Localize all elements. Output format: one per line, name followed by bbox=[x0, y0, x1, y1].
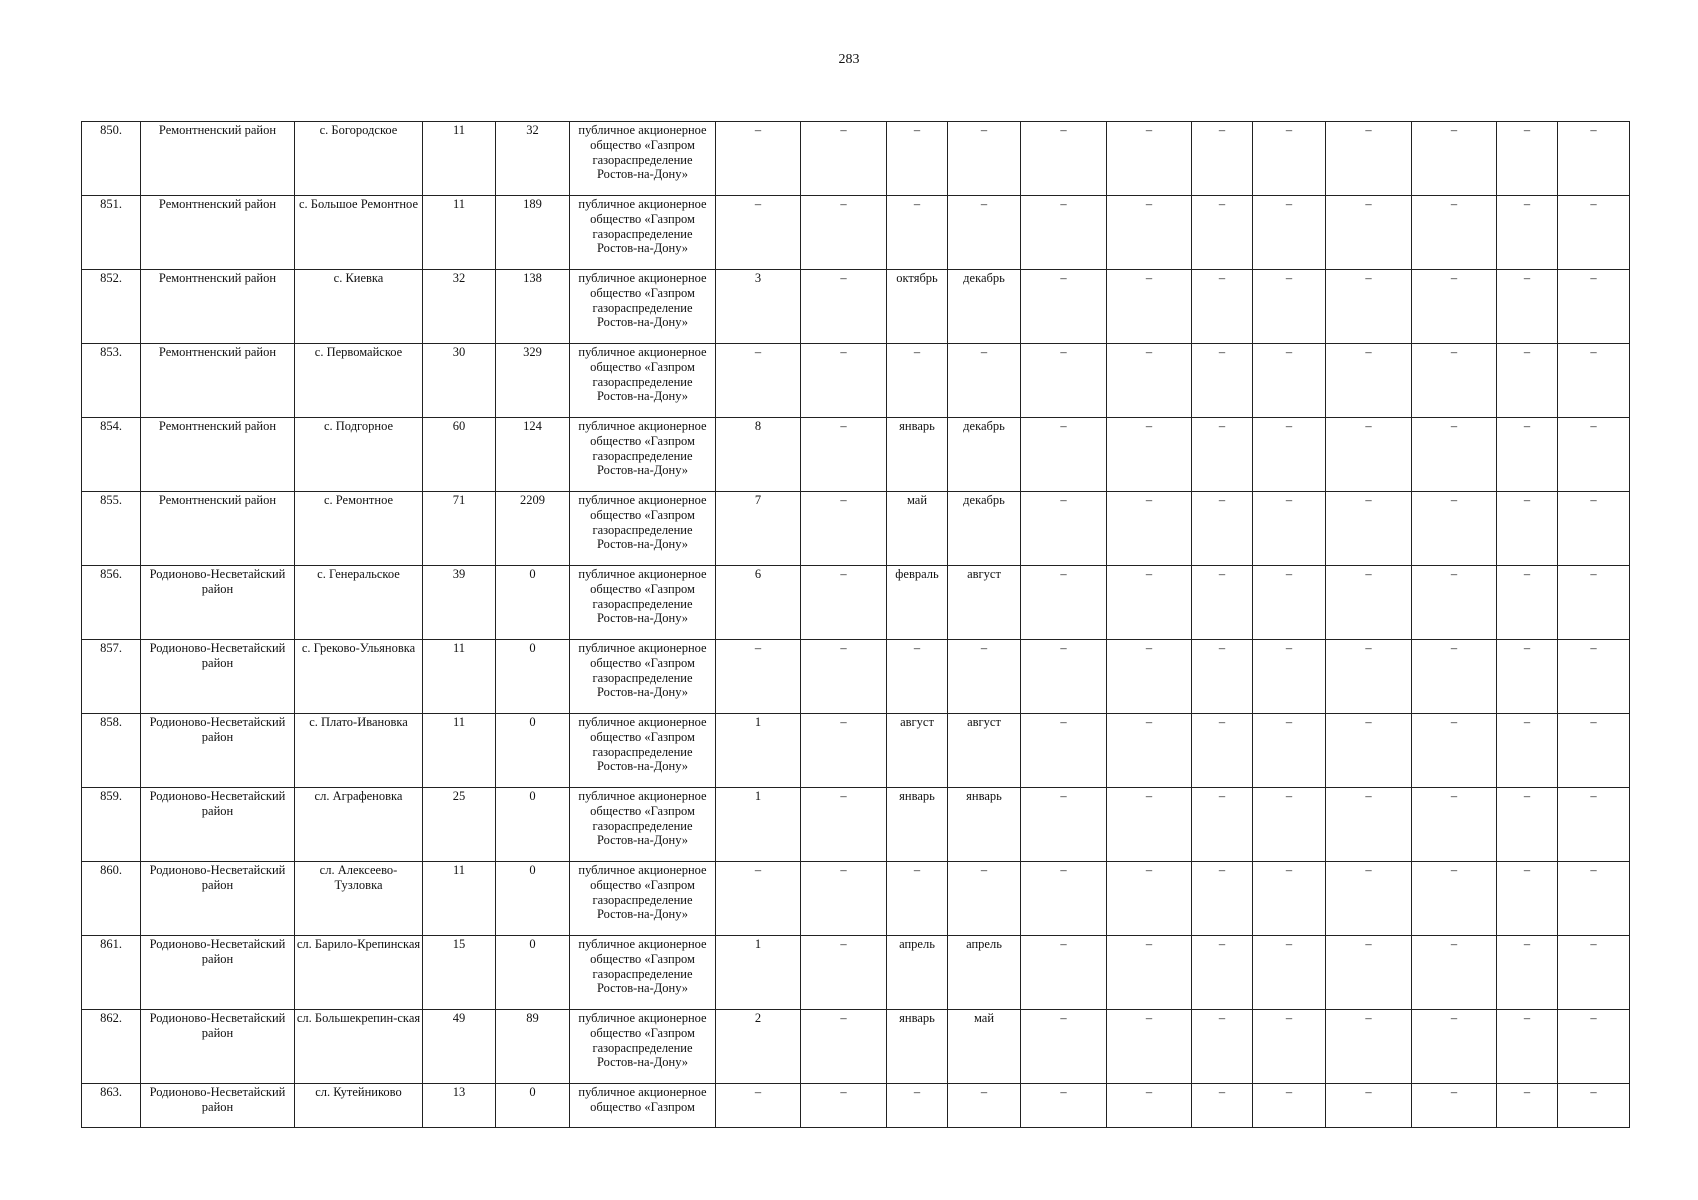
plan-cell-7: – bbox=[1497, 1084, 1558, 1128]
plan-cell-2: – bbox=[1107, 640, 1192, 714]
count-c1-cell: 7 bbox=[716, 492, 801, 566]
plan-cell-6: – bbox=[1412, 788, 1497, 862]
district-cell: Ремонтненский район bbox=[141, 270, 295, 344]
plan-cell-7: – bbox=[1497, 714, 1558, 788]
row-number: 853. bbox=[82, 344, 141, 418]
count-a-cell: 15 bbox=[423, 936, 496, 1010]
gasification-schedule-table bbox=[81, 121, 1630, 1128]
end-month-cell: декабрь bbox=[948, 270, 1021, 344]
district-cell: Родионово-Несветайский район bbox=[141, 566, 295, 640]
plan-cell-5: – bbox=[1326, 566, 1412, 640]
start-month-cell: – bbox=[887, 1084, 948, 1128]
district-cell: Родионово-Несветайский район bbox=[141, 1010, 295, 1084]
plan-cell-3: – bbox=[1192, 492, 1253, 566]
plan-cell-8: – bbox=[1558, 862, 1630, 936]
plan-cell-5: – bbox=[1326, 492, 1412, 566]
count-b-cell: 0 bbox=[496, 862, 570, 936]
count-c1-cell: – bbox=[716, 862, 801, 936]
district-cell: Ремонтненский район bbox=[141, 492, 295, 566]
organization-cell: публичное акционерное общество «Газпром газораспределение Ростов-на-Дону» bbox=[570, 566, 716, 640]
plan-cell-4: – bbox=[1253, 196, 1326, 270]
plan-cell-6: – bbox=[1412, 936, 1497, 1010]
plan-cell-3: – bbox=[1192, 1084, 1253, 1128]
start-month-cell: – bbox=[887, 344, 948, 418]
end-month-cell: – bbox=[948, 122, 1021, 196]
plan-cell-7: – bbox=[1497, 344, 1558, 418]
table-row bbox=[82, 196, 1630, 270]
count-b-cell: 124 bbox=[496, 418, 570, 492]
organization-cell: публичное акционерное общество «Газпром газораспределение Ростов-на-Дону» bbox=[570, 714, 716, 788]
plan-cell-8: – bbox=[1558, 122, 1630, 196]
plan-cell-4: – bbox=[1253, 566, 1326, 640]
table-row bbox=[82, 270, 1630, 344]
plan-cell-1: – bbox=[1021, 492, 1107, 566]
locality-cell: сл. Алексеево-Тузловка bbox=[295, 862, 423, 936]
locality-cell: сл. Барило-Крепинская bbox=[295, 936, 423, 1010]
row-number: 857. bbox=[82, 640, 141, 714]
district-cell: Ремонтненский район bbox=[141, 196, 295, 270]
locality-cell: сл. Аграфеновка bbox=[295, 788, 423, 862]
plan-cell-7: – bbox=[1497, 122, 1558, 196]
table-row bbox=[82, 714, 1630, 788]
locality-cell: с. Греково-Ульяновка bbox=[295, 640, 423, 714]
plan-cell-6: – bbox=[1412, 1084, 1497, 1128]
end-month-cell: декабрь bbox=[948, 418, 1021, 492]
count-c2-cell: – bbox=[801, 492, 887, 566]
plan-cell-6: – bbox=[1412, 344, 1497, 418]
plan-cell-7: – bbox=[1497, 862, 1558, 936]
table-row bbox=[82, 418, 1630, 492]
plan-cell-2: – bbox=[1107, 566, 1192, 640]
plan-cell-5: – bbox=[1326, 418, 1412, 492]
table-row bbox=[82, 1084, 1630, 1128]
count-c1-cell: – bbox=[716, 1084, 801, 1128]
organization-cell: публичное акционерное общество «Газпром газораспределение Ростов-на-Дону» bbox=[570, 788, 716, 862]
plan-cell-3: – bbox=[1192, 418, 1253, 492]
row-number: 858. bbox=[82, 714, 141, 788]
plan-cell-2: – bbox=[1107, 788, 1192, 862]
plan-cell-1: – bbox=[1021, 344, 1107, 418]
table-row bbox=[82, 936, 1630, 1010]
organization-cell: публичное акционерное общество «Газпром газораспределение Ростов-на-Дону» bbox=[570, 418, 716, 492]
plan-cell-1: – bbox=[1021, 640, 1107, 714]
plan-cell-6: – bbox=[1412, 714, 1497, 788]
plan-cell-1: – bbox=[1021, 788, 1107, 862]
count-c2-cell: – bbox=[801, 344, 887, 418]
locality-cell: сл. Большекрепин-ская bbox=[295, 1010, 423, 1084]
count-a-cell: 11 bbox=[423, 862, 496, 936]
row-number: 854. bbox=[82, 418, 141, 492]
plan-cell-8: – bbox=[1558, 714, 1630, 788]
plan-cell-5: – bbox=[1326, 270, 1412, 344]
table-row bbox=[82, 122, 1630, 196]
plan-cell-7: – bbox=[1497, 492, 1558, 566]
plan-cell-4: – bbox=[1253, 788, 1326, 862]
row-number: 850. bbox=[82, 122, 141, 196]
plan-cell-5: – bbox=[1326, 344, 1412, 418]
plan-cell-8: – bbox=[1558, 270, 1630, 344]
plan-cell-2: – bbox=[1107, 418, 1192, 492]
start-month-cell: февраль bbox=[887, 566, 948, 640]
end-month-cell: август bbox=[948, 566, 1021, 640]
plan-cell-7: – bbox=[1497, 566, 1558, 640]
plan-cell-3: – bbox=[1192, 344, 1253, 418]
count-b-cell: 89 bbox=[496, 1010, 570, 1084]
count-b-cell: 0 bbox=[496, 788, 570, 862]
start-month-cell: – bbox=[887, 196, 948, 270]
plan-cell-5: – bbox=[1326, 714, 1412, 788]
plan-cell-2: – bbox=[1107, 492, 1192, 566]
plan-cell-1: – bbox=[1021, 418, 1107, 492]
plan-cell-5: – bbox=[1326, 1010, 1412, 1084]
end-month-cell: декабрь bbox=[948, 492, 1021, 566]
plan-cell-3: – bbox=[1192, 640, 1253, 714]
count-a-cell: 49 bbox=[423, 1010, 496, 1084]
plan-cell-6: – bbox=[1412, 196, 1497, 270]
row-number: 855. bbox=[82, 492, 141, 566]
plan-cell-5: – bbox=[1326, 122, 1412, 196]
district-cell: Родионово-Несветайский район bbox=[141, 936, 295, 1010]
plan-cell-4: – bbox=[1253, 936, 1326, 1010]
count-c1-cell: 1 bbox=[716, 936, 801, 1010]
end-month-cell: – bbox=[948, 1084, 1021, 1128]
plan-cell-2: – bbox=[1107, 862, 1192, 936]
count-c2-cell: – bbox=[801, 270, 887, 344]
district-cell: Родионово-Несветайский район bbox=[141, 714, 295, 788]
organization-cell: публичное акционерное общество «Газпром газораспределение Ростов-на-Дону» bbox=[570, 122, 716, 196]
count-c2-cell: – bbox=[801, 566, 887, 640]
plan-cell-5: – bbox=[1326, 788, 1412, 862]
count-b-cell: 0 bbox=[496, 714, 570, 788]
plan-cell-7: – bbox=[1497, 640, 1558, 714]
count-b-cell: 0 bbox=[496, 936, 570, 1010]
district-cell: Ремонтненский район bbox=[141, 122, 295, 196]
row-number: 862. bbox=[82, 1010, 141, 1084]
count-b-cell: 189 bbox=[496, 196, 570, 270]
plan-cell-4: – bbox=[1253, 1084, 1326, 1128]
plan-cell-3: – bbox=[1192, 862, 1253, 936]
locality-cell: с. Первомайское bbox=[295, 344, 423, 418]
plan-cell-3: – bbox=[1192, 936, 1253, 1010]
row-number: 851. bbox=[82, 196, 141, 270]
plan-cell-8: – bbox=[1558, 936, 1630, 1010]
count-b-cell: 0 bbox=[496, 640, 570, 714]
plan-cell-5: – bbox=[1326, 640, 1412, 714]
count-c1-cell: 1 bbox=[716, 788, 801, 862]
plan-cell-2: – bbox=[1107, 714, 1192, 788]
plan-cell-4: – bbox=[1253, 270, 1326, 344]
plan-cell-5: – bbox=[1326, 862, 1412, 936]
plan-cell-7: – bbox=[1497, 936, 1558, 1010]
row-number: 863. bbox=[82, 1084, 141, 1128]
count-c2-cell: – bbox=[801, 714, 887, 788]
count-b-cell: 0 bbox=[496, 566, 570, 640]
start-month-cell: – bbox=[887, 640, 948, 714]
count-a-cell: 11 bbox=[423, 640, 496, 714]
plan-cell-7: – bbox=[1497, 418, 1558, 492]
end-month-cell: январь bbox=[948, 788, 1021, 862]
start-month-cell: – bbox=[887, 862, 948, 936]
organization-cell: публичное акционерное общество «Газпром газораспределение Ростов-на-Дону» bbox=[570, 640, 716, 714]
district-cell: Родионово-Несветайский район bbox=[141, 788, 295, 862]
locality-cell: с. Плато-Ивановка bbox=[295, 714, 423, 788]
plan-cell-8: – bbox=[1558, 640, 1630, 714]
end-month-cell: – bbox=[948, 640, 1021, 714]
end-month-cell: – bbox=[948, 196, 1021, 270]
table-row bbox=[82, 1010, 1630, 1084]
plan-cell-3: – bbox=[1192, 270, 1253, 344]
plan-cell-1: – bbox=[1021, 1084, 1107, 1128]
plan-cell-6: – bbox=[1412, 418, 1497, 492]
start-month-cell: январь bbox=[887, 1010, 948, 1084]
plan-cell-7: – bbox=[1497, 270, 1558, 344]
row-number: 852. bbox=[82, 270, 141, 344]
plan-cell-5: – bbox=[1326, 936, 1412, 1010]
plan-cell-4: – bbox=[1253, 714, 1326, 788]
locality-cell: с. Киевка bbox=[295, 270, 423, 344]
count-b-cell: 32 bbox=[496, 122, 570, 196]
organization-cell: публичное акционерное общество «Газпром газораспределение Ростов-на-Дону» bbox=[570, 492, 716, 566]
plan-cell-1: – bbox=[1021, 862, 1107, 936]
start-month-cell: январь bbox=[887, 418, 948, 492]
plan-cell-2: – bbox=[1107, 936, 1192, 1010]
plan-cell-2: – bbox=[1107, 1084, 1192, 1128]
plan-cell-8: – bbox=[1558, 196, 1630, 270]
locality-cell: сл. Кутейниково bbox=[295, 1084, 423, 1128]
count-c1-cell: 8 bbox=[716, 418, 801, 492]
plan-cell-1: – bbox=[1021, 936, 1107, 1010]
district-cell: Ремонтненский район bbox=[141, 418, 295, 492]
plan-cell-4: – bbox=[1253, 862, 1326, 936]
district-cell: Ремонтненский район bbox=[141, 344, 295, 418]
row-number: 860. bbox=[82, 862, 141, 936]
start-month-cell: апрель bbox=[887, 936, 948, 1010]
count-c2-cell: – bbox=[801, 788, 887, 862]
count-c2-cell: – bbox=[801, 196, 887, 270]
end-month-cell: август bbox=[948, 714, 1021, 788]
table-row bbox=[82, 788, 1630, 862]
plan-cell-6: – bbox=[1412, 1010, 1497, 1084]
count-a-cell: 39 bbox=[423, 566, 496, 640]
count-c1-cell: 3 bbox=[716, 270, 801, 344]
plan-cell-3: – bbox=[1192, 122, 1253, 196]
count-c1-cell: – bbox=[716, 344, 801, 418]
count-a-cell: 60 bbox=[423, 418, 496, 492]
count-c2-cell: – bbox=[801, 1010, 887, 1084]
plan-cell-7: – bbox=[1497, 1010, 1558, 1084]
plan-cell-4: – bbox=[1253, 344, 1326, 418]
count-a-cell: 11 bbox=[423, 122, 496, 196]
count-a-cell: 11 bbox=[423, 714, 496, 788]
locality-cell: с. Генеральское bbox=[295, 566, 423, 640]
plan-cell-5: – bbox=[1326, 196, 1412, 270]
organization-cell: публичное акционерное общество «Газпром газораспределение Ростов-на-Дону» bbox=[570, 270, 716, 344]
plan-cell-6: – bbox=[1412, 492, 1497, 566]
plan-cell-1: – bbox=[1021, 1010, 1107, 1084]
organization-cell: публичное акционерное общество «Газпром газораспределение Ростов-на-Дону» bbox=[570, 936, 716, 1010]
plan-cell-2: – bbox=[1107, 270, 1192, 344]
locality-cell: с. Подгорное bbox=[295, 418, 423, 492]
plan-cell-5: – bbox=[1326, 1084, 1412, 1128]
plan-cell-3: – bbox=[1192, 196, 1253, 270]
count-c2-cell: – bbox=[801, 122, 887, 196]
page-number: 283 bbox=[838, 52, 860, 67]
count-c1-cell: 6 bbox=[716, 566, 801, 640]
plan-cell-8: – bbox=[1558, 788, 1630, 862]
count-c1-cell: 2 bbox=[716, 1010, 801, 1084]
plan-cell-4: – bbox=[1253, 640, 1326, 714]
start-month-cell: январь bbox=[887, 788, 948, 862]
count-b-cell: 2209 bbox=[496, 492, 570, 566]
plan-cell-6: – bbox=[1412, 270, 1497, 344]
district-cell: Родионово-Несветайский район bbox=[141, 862, 295, 936]
count-a-cell: 30 bbox=[423, 344, 496, 418]
organization-cell: публичное акционерное общество «Газпром газораспределение Ростов-на-Дону» bbox=[570, 344, 716, 418]
table-row bbox=[82, 862, 1630, 936]
plan-cell-3: – bbox=[1192, 788, 1253, 862]
plan-cell-1: – bbox=[1021, 196, 1107, 270]
count-c2-cell: – bbox=[801, 862, 887, 936]
plan-cell-1: – bbox=[1021, 714, 1107, 788]
row-number: 859. bbox=[82, 788, 141, 862]
count-a-cell: 11 bbox=[423, 196, 496, 270]
organization-cell: публичное акционерное общество «Газпром газораспределение Ростов-на-Дону» bbox=[570, 196, 716, 270]
end-month-cell: – bbox=[948, 344, 1021, 418]
count-c1-cell: – bbox=[716, 122, 801, 196]
count-a-cell: 71 bbox=[423, 492, 496, 566]
count-a-cell: 32 bbox=[423, 270, 496, 344]
plan-cell-4: – bbox=[1253, 1010, 1326, 1084]
plan-cell-4: – bbox=[1253, 492, 1326, 566]
count-a-cell: 13 bbox=[423, 1084, 496, 1128]
table-row bbox=[82, 566, 1630, 640]
plan-cell-7: – bbox=[1497, 196, 1558, 270]
organization-cell: публичное акционерное общество «Газпром bbox=[570, 1084, 716, 1128]
plan-cell-1: – bbox=[1021, 122, 1107, 196]
count-c2-cell: – bbox=[801, 418, 887, 492]
plan-cell-8: – bbox=[1558, 566, 1630, 640]
plan-cell-1: – bbox=[1021, 270, 1107, 344]
plan-cell-1: – bbox=[1021, 566, 1107, 640]
locality-cell: с. Большое Ремонтное bbox=[295, 196, 423, 270]
organization-cell: публичное акционерное общество «Газпром газораспределение Ростов-на-Дону» bbox=[570, 862, 716, 936]
locality-cell: с. Богородское bbox=[295, 122, 423, 196]
start-month-cell: май bbox=[887, 492, 948, 566]
start-month-cell: август bbox=[887, 714, 948, 788]
row-number: 861. bbox=[82, 936, 141, 1010]
locality-cell: с. Ремонтное bbox=[295, 492, 423, 566]
count-c1-cell: – bbox=[716, 640, 801, 714]
plan-cell-6: – bbox=[1412, 566, 1497, 640]
count-c1-cell: – bbox=[716, 196, 801, 270]
plan-cell-2: – bbox=[1107, 344, 1192, 418]
count-c2-cell: – bbox=[801, 936, 887, 1010]
plan-cell-6: – bbox=[1412, 640, 1497, 714]
row-number: 856. bbox=[82, 566, 141, 640]
plan-cell-3: – bbox=[1192, 1010, 1253, 1084]
end-month-cell: апрель bbox=[948, 936, 1021, 1010]
start-month-cell: октябрь bbox=[887, 270, 948, 344]
plan-cell-4: – bbox=[1253, 418, 1326, 492]
plan-cell-2: – bbox=[1107, 122, 1192, 196]
count-b-cell: 329 bbox=[496, 344, 570, 418]
count-c2-cell: – bbox=[801, 1084, 887, 1128]
count-b-cell: 0 bbox=[496, 1084, 570, 1128]
table-row bbox=[82, 492, 1630, 566]
plan-cell-3: – bbox=[1192, 566, 1253, 640]
plan-cell-2: – bbox=[1107, 196, 1192, 270]
plan-cell-8: – bbox=[1558, 1010, 1630, 1084]
count-c2-cell: – bbox=[801, 640, 887, 714]
district-cell: Родионово-Несветайский район bbox=[141, 1084, 295, 1128]
plan-cell-2: – bbox=[1107, 1010, 1192, 1084]
plan-cell-8: – bbox=[1558, 492, 1630, 566]
start-month-cell: – bbox=[887, 122, 948, 196]
end-month-cell: май bbox=[948, 1010, 1021, 1084]
count-a-cell: 25 bbox=[423, 788, 496, 862]
table-row bbox=[82, 344, 1630, 418]
plan-cell-8: – bbox=[1558, 344, 1630, 418]
end-month-cell: – bbox=[948, 862, 1021, 936]
plan-cell-4: – bbox=[1253, 122, 1326, 196]
district-cell: Родионово-Несветайский район bbox=[141, 640, 295, 714]
plan-cell-8: – bbox=[1558, 1084, 1630, 1128]
plan-cell-3: – bbox=[1192, 714, 1253, 788]
plan-cell-6: – bbox=[1412, 862, 1497, 936]
count-b-cell: 138 bbox=[496, 270, 570, 344]
plan-cell-8: – bbox=[1558, 418, 1630, 492]
count-c1-cell: 1 bbox=[716, 714, 801, 788]
table-row bbox=[82, 640, 1630, 714]
plan-cell-7: – bbox=[1497, 788, 1558, 862]
organization-cell: публичное акционерное общество «Газпром газораспределение Ростов-на-Дону» bbox=[570, 1010, 716, 1084]
plan-cell-6: – bbox=[1412, 122, 1497, 196]
table-body bbox=[82, 122, 1630, 1128]
